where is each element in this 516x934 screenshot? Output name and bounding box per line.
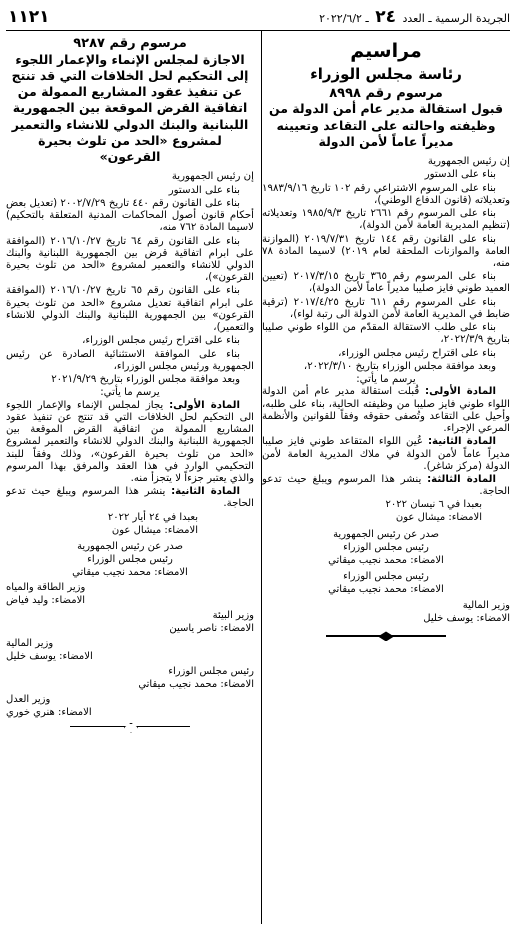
left-column bbox=[6, 36, 254, 926]
decree-paragraph: بناء على القانون رقم ٦٥ تاريخ ٢٠١٦/١٠/٢٧ (الموافقة على ابرام اتفاقية تعديل مشروع «الحد من تلوث بحيرة القرعون» بين الجمهورية اللبنانية والبنك الدولي للانشاء والتعمير)، bbox=[6, 285, 254, 334]
decree-title: قبول استقالة مدير عام أمن الدولة من وظيفته واحالته على التقاعد وتعيينه مديراً عاماً لأمن الدولة bbox=[268, 101, 504, 149]
decree-paragraph: بناء على الموافقة الاستثنائية الصادرة عن رئيس الجمهورية ورئيس مجلس الوزراء، bbox=[6, 348, 254, 372]
right-column bbox=[262, 36, 510, 926]
energy-minister-title: وزير الطاقة والمياه bbox=[6, 581, 86, 593]
decree-paragraph: بناء على طلب الاستقالة المقدّم من اللواء طوني صليبا بتاريخ ٢٠٢٢/٣/٩، bbox=[262, 322, 510, 346]
article-3 bbox=[262, 474, 510, 498]
decree-paragraph: بناء على الدستور bbox=[424, 169, 496, 181]
finance-minister-signature: الامضاء: يوسف خليل bbox=[6, 650, 93, 662]
finance-minister-signature: الامضاء: يوسف خليل bbox=[423, 613, 510, 625]
end-ornament bbox=[326, 631, 446, 641]
pm-title: رئيس مجلس الوزراء bbox=[343, 542, 429, 554]
decree-number: مرسوم رقم ٨٩٩٨ bbox=[329, 85, 443, 101]
gazette-header bbox=[50, 7, 510, 27]
environment-minister-signature: الامضاء: ناصر ياسين bbox=[169, 622, 254, 634]
article-text: ينشر هذا المرسوم ويبلغ حيث تدعو الحاجة. bbox=[262, 474, 510, 498]
gazette-name: الجريدة الرسمية ـ العدد bbox=[402, 11, 510, 25]
decree-paragraph: وبعد موافقة مجلس الوزراء بتاريخ ٢٠٢١/٩/٢٩ bbox=[51, 374, 240, 386]
section-title: مراسيم bbox=[350, 40, 422, 62]
article-1 bbox=[262, 386, 510, 435]
finance-minister-title: وزير المالية bbox=[6, 637, 54, 649]
end-ornament bbox=[70, 723, 190, 731]
decree-paragraph: بناء على المرسوم الاشتراعي رقم ١٠٢ تاريخ ١٩٨٣/٩/١٦ وتعديلاته (قانون الدفاع الوطني)، bbox=[262, 182, 510, 206]
decree-paragraph: إن رئيس الجمهورية bbox=[171, 171, 254, 183]
justice-minister-signature: الامضاء: هنري خوري bbox=[6, 706, 92, 718]
header-divider bbox=[6, 30, 510, 31]
article-label: المادة الأولى: bbox=[425, 386, 496, 398]
decree-paragraph: بناء على المرسوم رقم ٦١١ تاريخ ٢٠١٧/٤/٢٥ (ترقية ضابط في المديرية العامة لأمن الدولة الى رتبة لواء)، bbox=[262, 296, 510, 320]
pm-signature: الامضاء: محمد نجيب ميقاتي bbox=[328, 555, 444, 567]
page-header bbox=[6, 6, 510, 28]
page-number: ١١٢١ bbox=[8, 6, 50, 27]
article-2 bbox=[6, 486, 254, 510]
decree-paragraph: بناء على المرسوم رقم ٣٦٥ تاريخ ٢٠١٧/٣/١٥ (تعيين العميد طوني فايز صليبا مديراً عاماً لأمن الدولة)، bbox=[262, 271, 510, 295]
article-label: المادة الثانية: bbox=[427, 436, 496, 448]
decree-paragraph: إن رئيس الجمهورية bbox=[427, 156, 510, 168]
article-text: ينشر هذا المرسوم ويبلغ حيث تدعو الحاجة. bbox=[6, 486, 254, 510]
decrees-heading: يرسم ما يأتي: bbox=[356, 374, 416, 386]
article-text: يجاز لمجلس الإنماء والإعمار اللجوء الى التحكيم لحل الخلافات التي قد تنتج عن تنفيذ عقود المشاريع الممولة من اتفاقية القرض الموقعة بين الجمهورية اللبنانية والبنك الدولي للانشاء والتعمير لمشروع «الحد من تلوث بحيرة القرعون»، وذلك وفقاً للبند التحكيمي الوارد في هذا العقد والمرفق بهذا المرسوم والذي يعتبر جزءاً لا يتجزأ منه. bbox=[6, 399, 254, 484]
issued-by: صدر عن رئيس الجمهورية bbox=[333, 529, 439, 541]
presidency-title: رئاسة مجلس الوزراء bbox=[310, 64, 462, 83]
article-label: المادة الأولى: bbox=[169, 399, 240, 411]
decree-paragraph: بناء على اقتراح رئيس مجلس الوزراء، bbox=[338, 347, 496, 359]
president-signature: الامضاء: ميشال عون bbox=[395, 512, 482, 524]
environment-minister-title: وزير البيئة bbox=[212, 609, 254, 621]
pm-title: رئيس مجلس الوزراء bbox=[87, 553, 173, 565]
article-label: المادة الثالثة: bbox=[427, 474, 496, 485]
signing-date: بعبدا في ٦ نيسان ٢٠٢٢ bbox=[385, 499, 482, 511]
decree-paragraph: بناء على القانون رقم ٤٤٠ تاريخ ٢٠٠٢/٧/٢٩ (تعديل بعض أحكام قانون أصول المحاكمات المدنية المتعلقة بالتحكيم) لاسيما المادة ٧٦٢ منه، bbox=[6, 197, 254, 234]
article-text: قُبلت استقالة مدير عام أمن الدولة اللواء طوني فايز صليبا من وظيفته الحالية، بناء على طلبه، وأحيل على التقاعد وتُصفى حقوقه وفقاً للقوانين والأنظمة المرعي الإجراء. bbox=[262, 386, 510, 435]
president-signature: الامضاء: ميشال عون bbox=[111, 524, 198, 536]
pm-signature: الامضاء: محمد نجيب ميقاتي bbox=[328, 584, 444, 596]
justice-minister-title: وزير العدل bbox=[6, 693, 51, 705]
article-text: عُين اللواء المتقاعد طوني فايز صليبا مديراً عاماً لأمن الدولة في ملاك المديرية العامة لأمن الدولة (مركز شاغر). bbox=[262, 436, 510, 472]
pm-signature: الامضاء: محمد نجيب ميقاتي bbox=[72, 566, 188, 578]
decree-paragraph: بناء على القانون رقم ١٤٤ تاريخ ٢٠١٩/٧/٣١ (الموازنة العامة والموازنات الملحقة لعام ٢٠١٩) لاسيما المادة ٧٨ منه، bbox=[262, 233, 510, 270]
issue-number: ٢٤ bbox=[375, 6, 396, 27]
issued-by: صدر عن رئيس الجمهورية bbox=[77, 540, 183, 552]
energy-minister-signature: الامضاء: وليد فياض bbox=[6, 594, 86, 606]
signing-date: بعبدا في ٢٤ أيار ٢٠٢٢ bbox=[107, 511, 198, 523]
decrees-heading: يرسم ما يأتي: bbox=[100, 387, 160, 399]
article-label: المادة الثانية: bbox=[171, 486, 240, 498]
article-2 bbox=[262, 436, 510, 473]
decree-paragraph: بناء على المرسوم رقم ٢٦٦١ تاريخ ١٩٨٥/٩/٣ وتعديلاته (تنظيم المديرية العامة لأمن الدولة)، bbox=[262, 208, 510, 232]
decree-paragraph: وبعد موافقة مجلس الوزراء بتاريخ ٢٠٢٢/٣/١٠، bbox=[303, 360, 496, 372]
pm-signature: الامضاء: محمد نجيب ميقاتي bbox=[138, 678, 254, 690]
article-1 bbox=[6, 400, 254, 486]
decree-paragraph: بناء على الدستور bbox=[168, 184, 240, 196]
pm-title: رئيس مجلس الوزراء bbox=[343, 571, 429, 583]
issue-date: ـ ٢٠٢٢/٦/٢ bbox=[319, 11, 369, 25]
decree-paragraph: بناء على اقتراح رئيس مجلس الوزراء، bbox=[82, 335, 240, 347]
decree-paragraph: بناء على القانون رقم ٦٤ تاريخ ٢٠١٦/١٠/٢٧ (الموافقة على ابرام اتفاقية قرض بين الجمهورية اللبنانية والبنك الدولي للانشاء والتعمير لمشروع «الحد من تلوث بحيرة القرعون»)، bbox=[6, 235, 254, 284]
finance-minister-title: وزير المالية bbox=[462, 600, 510, 612]
decree-title: الاجازة لمجلس الإنماء والإعمار اللجوء إلى التحكيم لحل الخلافات التي قد تنتج عن تنفيذ عقود المشاريع الممولة من اتفاقية القرض الموقعة بين الجمهورية اللبنانية والبنك الدولي للانشاء والتعمير لمشروع «الحد من تلوث بحيرة القرعون» bbox=[11, 51, 249, 165]
decree-number: مرسوم رقم ٩٢٨٧ bbox=[73, 36, 187, 51]
pm-title: رئيس مجلس الوزراء bbox=[168, 665, 254, 677]
